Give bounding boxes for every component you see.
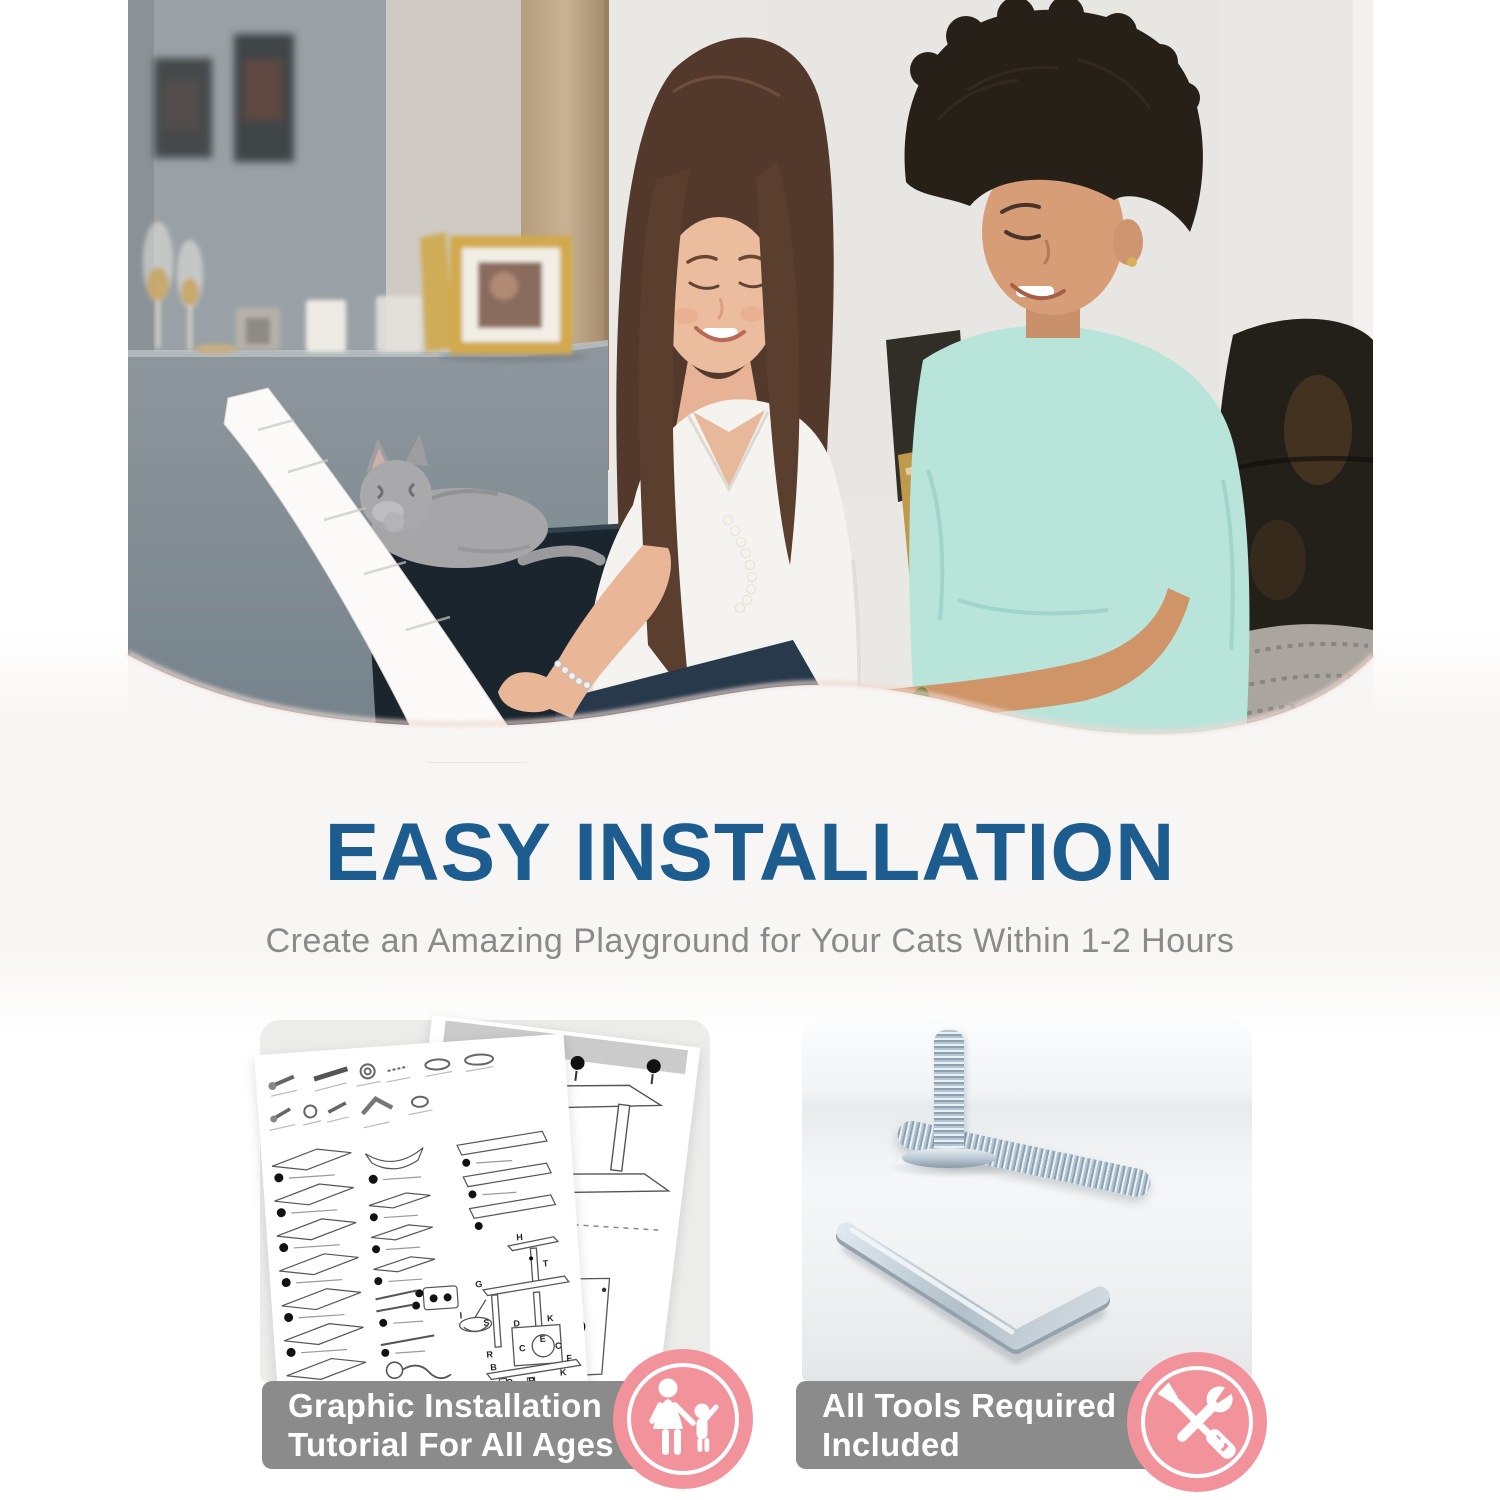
assembly-label: E	[539, 1333, 547, 1345]
assembly-label: K	[559, 1367, 567, 1378]
gold-photo-frame	[420, 232, 587, 363]
tools-card	[802, 1020, 1252, 1381]
crossed-screwdriver-wrench-icon	[1127, 1352, 1267, 1492]
tutorial-caption-line2: Tutorial For All Ages	[288, 1426, 614, 1463]
instruction-sheet-front	[254, 1034, 588, 1403]
headline-block	[0, 806, 1500, 961]
lifestyle-photo	[128, 0, 1373, 762]
assembly-label: F	[566, 1352, 573, 1364]
assembly-label: K	[546, 1313, 554, 1324]
family-badge	[613, 1349, 753, 1489]
assembly-label: R	[486, 1349, 494, 1360]
canister	[376, 296, 422, 352]
gold-dish	[194, 344, 238, 354]
tools-badge	[1127, 1352, 1267, 1492]
cat-tree-diagram	[454, 1236, 582, 1389]
candle	[306, 300, 346, 352]
living-room-scene	[128, 0, 1373, 762]
woman-and-child-icon	[613, 1349, 753, 1489]
assembly-label: S	[483, 1317, 490, 1328]
assembly-label: D	[513, 1318, 521, 1329]
tools-caption-line2: Included	[822, 1426, 961, 1463]
page-title: EASY INSTALLATION	[324, 807, 1176, 898]
assembly-label: T	[542, 1258, 549, 1269]
allen-key	[802, 1020, 1252, 1381]
assembly-label: B	[490, 1362, 498, 1373]
assembly-label: H	[515, 1231, 524, 1243]
assembly-label: I	[459, 1310, 463, 1321]
tools-caption-line1: All Tools Required	[822, 1387, 1117, 1424]
assembly-label: C	[518, 1343, 526, 1354]
tutorial-card	[260, 1020, 710, 1381]
page-subtitle: Create an Amazing Playground for Your Cats Within 1-2 Hours	[265, 922, 1235, 960]
tutorial-caption-line1: Graphic Installation	[288, 1387, 603, 1424]
assembly-label: G	[474, 1278, 483, 1290]
assembly-label: C	[554, 1340, 562, 1351]
